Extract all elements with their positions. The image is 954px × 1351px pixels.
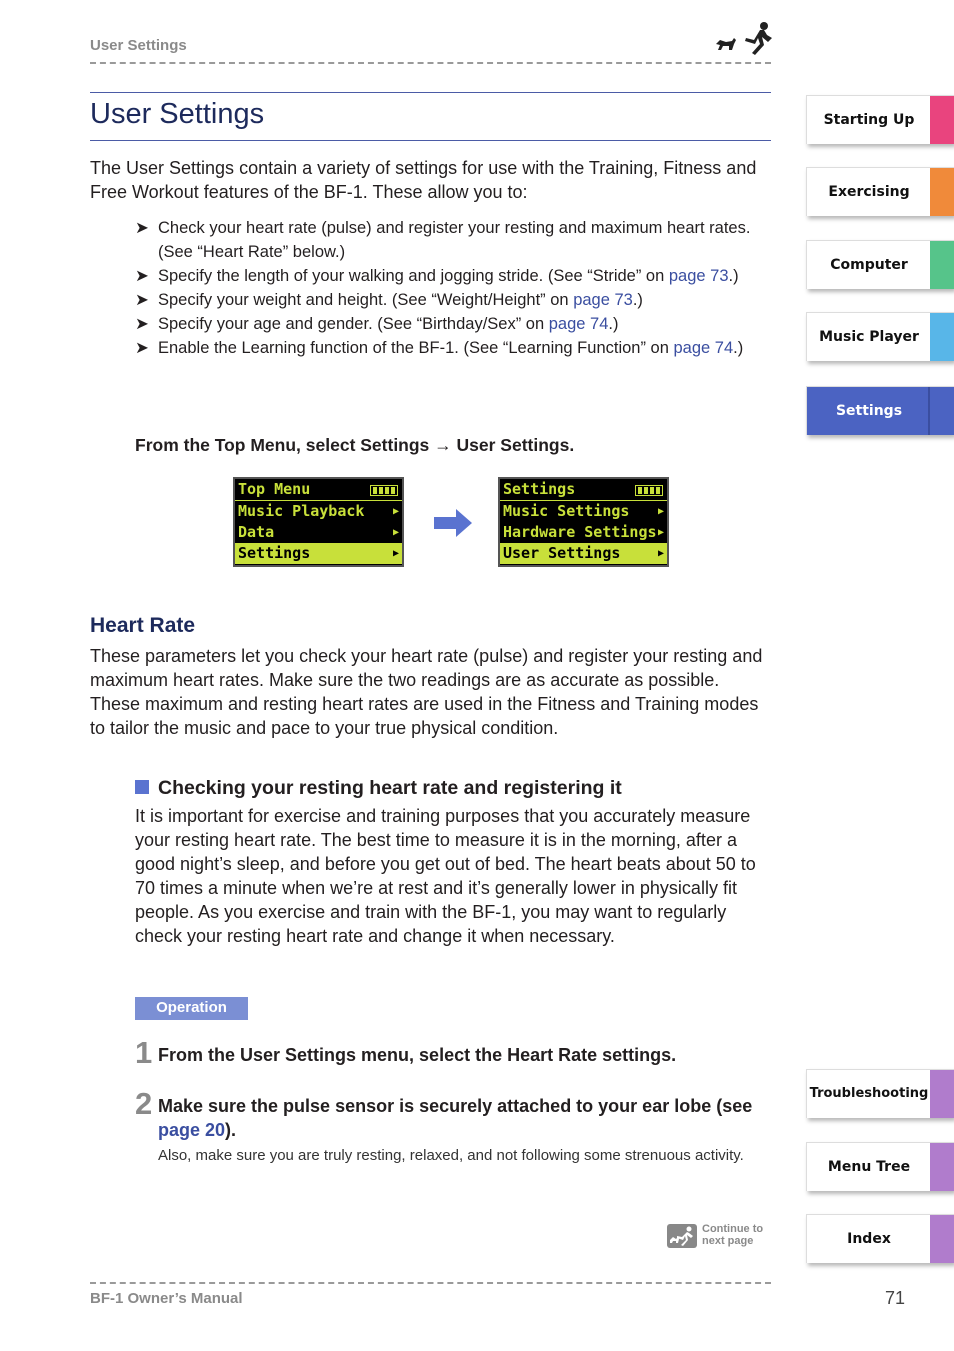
step-text: From the User Settings menu, select the Heart Rate settings. (158, 1045, 677, 1065)
list-item: ➤ Specify the length of your walking and jogging stride. (See “Stride” on page 73.) (135, 264, 765, 288)
navigation-instruction: From the Top Menu, select Settings → User Settings. (135, 435, 575, 455)
operation-badge: Operation (135, 997, 248, 1020)
continue-runner-icon (667, 1224, 697, 1248)
arrow-right-icon (434, 507, 474, 539)
tab-computer[interactable]: Computer (806, 240, 954, 289)
menu-item: Hardware Settings ▶ (503, 523, 664, 541)
battery-icon (635, 485, 663, 496)
top-menu-screen (233, 477, 404, 567)
menu-item: Music Settings ▶ (503, 502, 664, 520)
footer-dashed-rule (90, 1282, 771, 1284)
arrow-bullet-icon: ➤ (135, 219, 149, 237)
heart-rate-heading: Heart Rate (90, 614, 196, 637)
chevron-right-icon: ▶ (657, 527, 664, 538)
list-item: ➤ Specify your age and gender. (See “Birthday/Sex” on page 74.) (135, 312, 765, 336)
manual-title: BF-1 Owner’s Manual (90, 1290, 243, 1307)
running-header: User Settings (90, 37, 187, 54)
intro-paragraph: The User Settings contain a variety of settings for use with the Training, Fitness and Free Workout features of the BF-1. These allow you to: (90, 158, 757, 202)
chevron-right-icon: ▶ (392, 527, 399, 538)
tab-troubleshooting[interactable]: Troubleshooting (806, 1069, 954, 1118)
chevron-right-icon: ▶ (657, 506, 664, 517)
arrow-bullet-icon: ➤ (135, 267, 149, 285)
step-number: 1 (135, 1035, 153, 1070)
arrow-bullet-icon: ➤ (135, 291, 149, 309)
chevron-right-icon: ▶ (392, 506, 399, 517)
menu-item: Music Playback ▶ (238, 502, 399, 520)
tab-music-player[interactable]: Music Player (806, 312, 954, 361)
title-top-rule (90, 92, 771, 93)
tab-settings[interactable]: Settings (806, 386, 954, 435)
page-link[interactable]: page 20 (158, 1120, 226, 1140)
arrow-bullet-icon: ➤ (135, 339, 149, 357)
page-link[interactable]: page 74 (548, 315, 609, 333)
settings-screen (498, 477, 669, 567)
step-number: 2 (135, 1086, 153, 1121)
chevron-right-icon: ▶ (392, 548, 399, 559)
screen-title: Settings (500, 479, 667, 501)
square-bullet-icon (135, 780, 149, 794)
tab-index[interactable]: Index (806, 1214, 954, 1263)
step-text: Make sure the pulse sensor is securely attached to your ear lobe (see page 20). (158, 1096, 753, 1140)
list-item: ➤ Specify your weight and height. (See “Weight/Height” on page 73.) (135, 288, 765, 312)
menu-item-selected: Settings ▶ (235, 543, 402, 564)
tab-exercising[interactable]: Exercising (806, 167, 954, 216)
screen-title: Top Menu (235, 479, 402, 501)
menu-item: Data ▶ (238, 523, 399, 541)
page-link[interactable]: page 74 (673, 339, 734, 357)
page-title: User Settings (90, 98, 265, 130)
page-number: 71 (885, 1288, 906, 1308)
list-item: ➤ Check your heart rate (pulse) and register your resting and maximum heart rates. (See “Heart Rate” below.) (135, 216, 765, 264)
subsection-heading: Checking your resting heart rate and registering it (158, 777, 622, 799)
tab-starting-up[interactable]: Starting Up (806, 95, 954, 144)
title-bottom-rule (90, 140, 771, 141)
header-dashed-rule (90, 62, 771, 64)
battery-icon (370, 485, 398, 496)
step-note: Also, make sure you are truly resting, relaxed, and not following some strenuous activity. (158, 1147, 744, 1164)
runner-dog-icon (712, 20, 774, 56)
list-item: ➤ Enable the Learning function of the BF-1. (See “Learning Function” on page 74.) (135, 336, 765, 360)
tab-menu-tree[interactable]: Menu Tree (806, 1142, 954, 1191)
subsection-paragraph: It is important for exercise and training purposes that you accurately measure your resting heart rate. The best time to measure it is in the morning, after a good night’s sleep, and before you get out of bed. The heart beats about 50 to 70 times a minute when we’re at rest and it’s generally lower in physically fit people. As you exercise and train with the BF-1, you may want to regularly check your resting heart rate and change it when necessary. (135, 806, 756, 946)
arrow-bullet-icon: ➤ (135, 315, 149, 333)
chevron-right-icon: ▶ (657, 548, 664, 559)
page-link[interactable]: page 73 (573, 291, 633, 309)
menu-item-selected: User Settings ▶ (500, 543, 667, 564)
page-link[interactable]: page 73 (668, 267, 729, 285)
heart-rate-paragraph: These parameters let you check your heart rate (pulse) and register your resting and maximum heart rates. Make sure the two readings are as accurate as possible. These maximum and resting heart rates are used in the Fitness and Training modes to tailor the music and pace to your true physical condition. (90, 646, 763, 738)
continue-note: Continue to next page (702, 1223, 764, 1247)
feature-bullet-list (135, 216, 765, 360)
